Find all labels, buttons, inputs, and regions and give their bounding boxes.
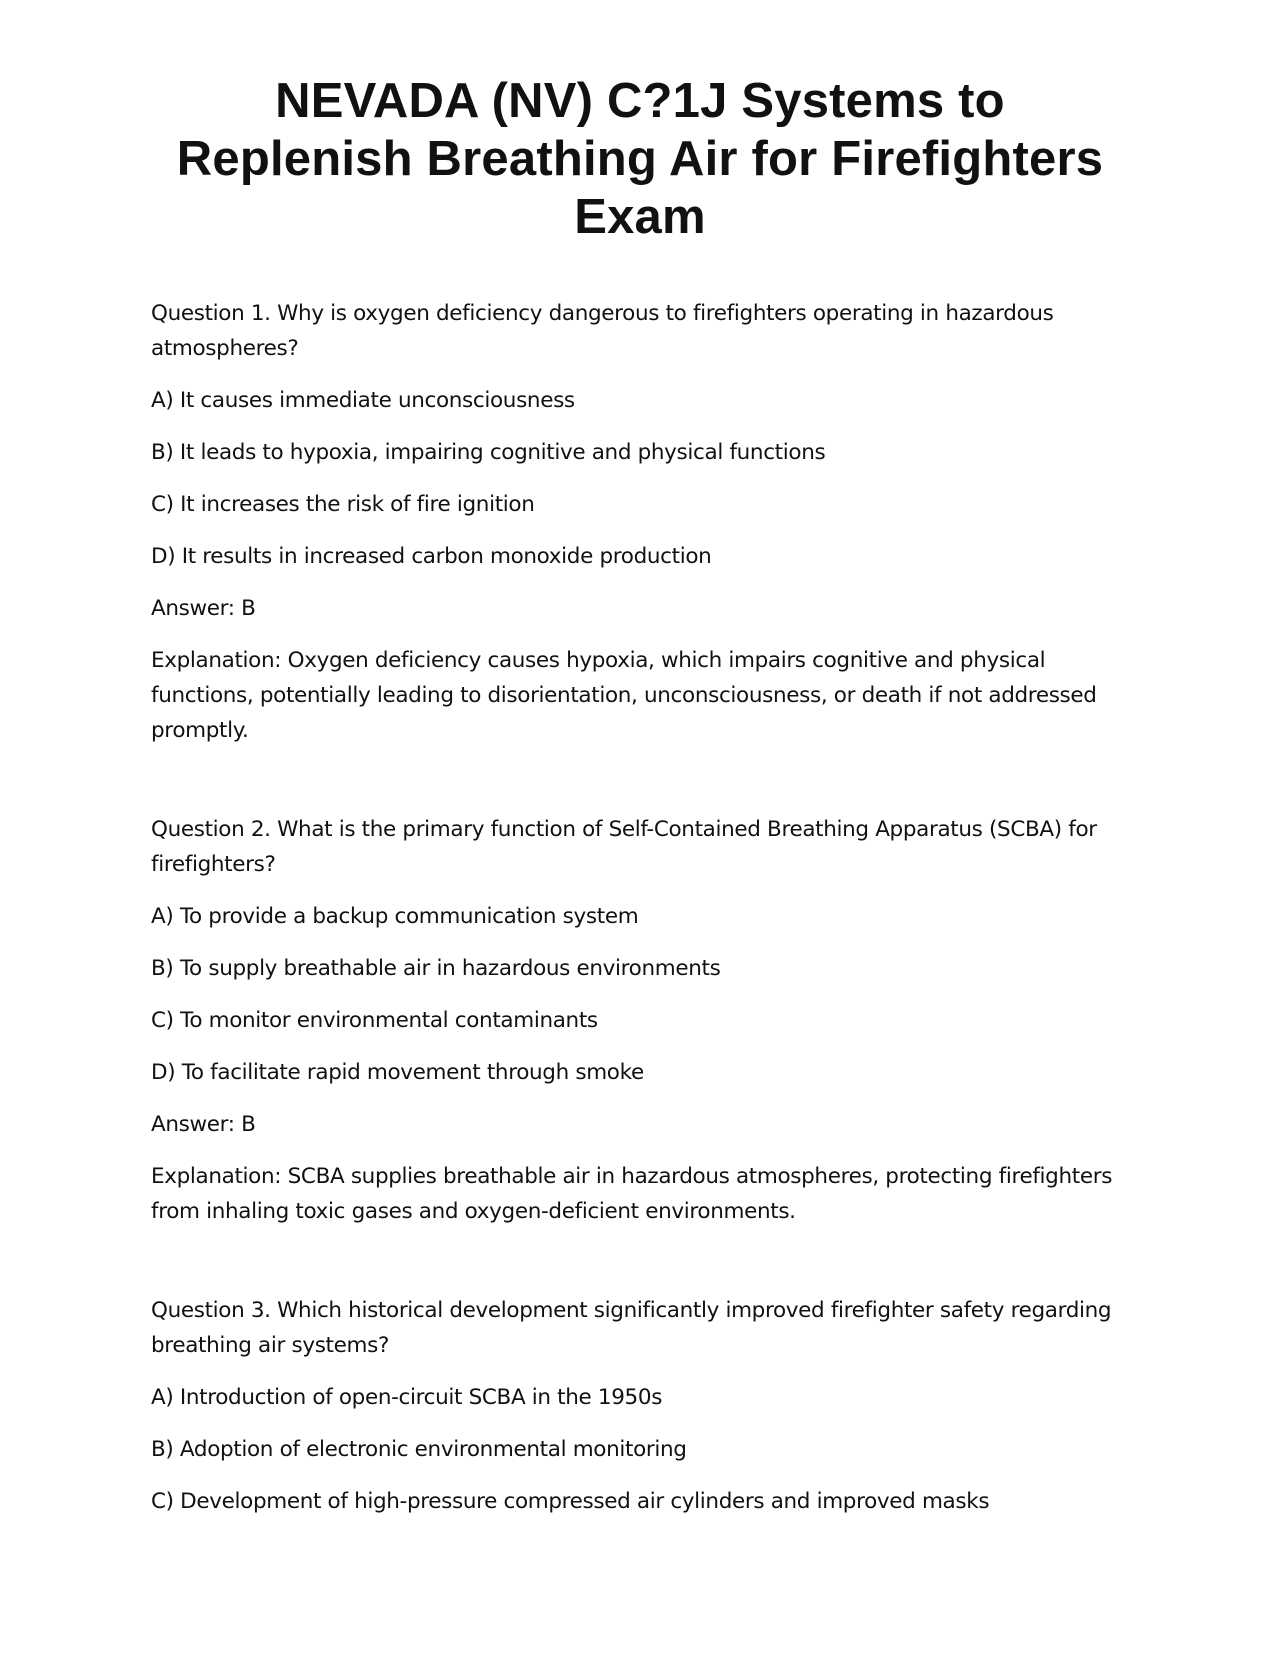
question-text: Question 2. What is the primary function of Self-Contained Breathing Apparatus (SCBA) for firefighters? [151, 817, 1097, 877]
title-line: Replenish Breathing Air for Firefighters [176, 132, 1104, 186]
answer-option-a: A) Introduction of open-circuit SCBA in the 1950s [151, 1385, 663, 1410]
question-block-3 [151, 1293, 1136, 1519]
question-block-2 [151, 812, 1136, 1229]
question-list [151, 296, 1136, 1536]
answer-option-d: D) It results in increased carbon monoxide production [151, 544, 712, 569]
question-text: Question 3. Which historical development significantly improved firefighter safety regarding breathing air systems? [151, 1298, 1112, 1358]
answer-option-b: B) To supply breathable air in hazardous environments [151, 956, 721, 981]
answer-option-a: A) It causes immediate unconsciousness [151, 388, 575, 413]
correct-answer: Answer: B [151, 596, 256, 621]
correct-answer: Answer: B [151, 1112, 256, 1137]
explanation-text: Explanation: Oxygen deficiency causes hypoxia, which impairs cognitive and physical functions, potentially leading to disorientation, unconsciousness, or death if not addressed promptly. [151, 648, 1097, 743]
question-text: Question 1. Why is oxygen deficiency dangerous to firefighters operating in hazardous atmospheres? [151, 301, 1054, 361]
answer-option-c: C) It increases the risk of fire ignition [151, 492, 535, 517]
title-line: NEVADA (NV) C?1J Systems to [275, 74, 1005, 128]
answer-option-c: C) To monitor environmental contaminants [151, 1008, 598, 1033]
question-block-1 [151, 296, 1136, 748]
title-line: Exam [574, 190, 706, 244]
explanation-text: Explanation: SCBA supplies breathable air in hazardous atmospheres, protecting firefighters from inhaling toxic gases and oxygen-deficient environments. [151, 1164, 1113, 1224]
answer-option-b: B) Adoption of electronic environmental monitoring [151, 1437, 687, 1462]
answer-option-b: B) It leads to hypoxia, impairing cognitive and physical functions [151, 440, 826, 465]
document-title [120, 72, 1160, 246]
answer-option-d: D) To facilitate rapid movement through smoke [151, 1060, 644, 1085]
answer-option-c: C) Development of high-pressure compressed air cylinders and improved masks [151, 1489, 990, 1514]
answer-option-a: A) To provide a backup communication system [151, 904, 639, 929]
